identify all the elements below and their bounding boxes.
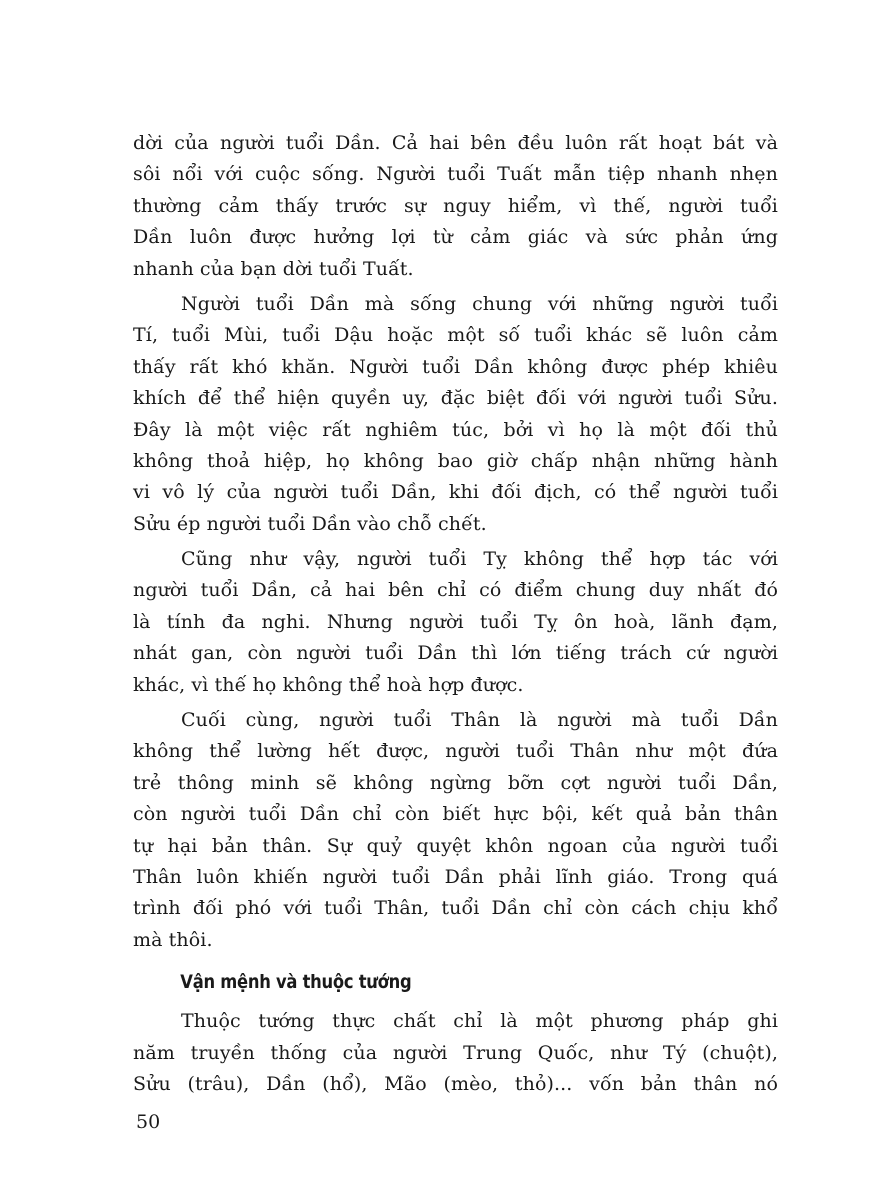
text-line: Cuối cùng, người tuổi Thân là người mà tuổi Dần xyxy=(181,709,778,732)
page-body xyxy=(133,128,778,1100)
paragraph-4 xyxy=(133,705,778,956)
text-line: tự hại bản thân. Sự quỷ quyệt khôn ngoan của người tuổi xyxy=(133,834,778,857)
text-line: vi vô lý của người tuổi Dần, khi đối địch, có thể người tuổi xyxy=(133,481,778,504)
text-line: Đây là một việc rất nghiêm túc, bởi vì họ là một đối thủ xyxy=(133,418,778,441)
text-line: trình đối phó với tuổi Thân, tuổi Dần chỉ còn cách chịu khổ xyxy=(133,897,778,920)
text-line: dời của người tuổi Dần. Cả hai bên đều luôn rất hoạt bát và xyxy=(133,132,778,154)
section-heading: Vận mệnh và thuộc tướng xyxy=(180,971,412,994)
paragraph-3 xyxy=(133,544,778,701)
text-line: còn người tuổi Dần chỉ còn biết hực bội, kết quả bản thân xyxy=(133,803,778,826)
text-line: năm truyền thống của người Trung Quốc, như Tý (chuột), xyxy=(133,1041,778,1064)
text-line: khích để thể hiện quyền uy, đặc biệt đối với người tuổi Sửu. xyxy=(133,387,778,410)
text-line: mà thôi. xyxy=(133,928,213,951)
text-line: Thuộc tướng thực chất chỉ là một phương pháp ghi xyxy=(181,1010,778,1033)
paragraph-2 xyxy=(133,289,778,540)
text-line: Người tuổi Dần mà sống chung với những người tuổi xyxy=(181,292,778,315)
text-line: Thân luôn khiến người tuổi Dần phải lĩnh giáo. Trong quá xyxy=(133,865,778,888)
text-line: người tuổi Dần, cả hai bên chỉ có điểm chung duy nhất đó xyxy=(133,579,778,602)
text-line: Cũng như vậy, người tuổi Tỵ không thể hợp tác với xyxy=(181,548,778,571)
text-line: sôi nổi với cuộc sống. Người tuổi Tuất mẫn tiệp nhanh nhẹn xyxy=(133,163,778,186)
text-line: không thoả hiệp, họ không bao giờ chấp nhận những hành xyxy=(133,449,778,472)
text-line: Dần luôn được hưởng lợi từ cảm giác và sức phản ứng xyxy=(133,226,778,249)
text-line: khác, vì thế họ không thể hoà hợp được. xyxy=(133,673,524,696)
page-number: 50 xyxy=(136,1111,161,1133)
text-line: thấy rất khó khăn. Người tuổi Dần không được phép khiêu xyxy=(133,355,778,378)
text-line: Tí, tuổi Mùi, tuổi Dậu hoặc một số tuổi khác sẽ luôn cảm xyxy=(133,324,778,347)
text-line: nhát gan, còn người tuổi Dần thì lớn tiếng trách cứ người xyxy=(133,642,778,665)
text-line: Sửu (trâu), Dần (hổ), Mão (mèo, thỏ)... vốn bản thân nó xyxy=(133,1072,778,1095)
text-line: là tính đa nghi. Nhưng người tuổi Tỵ ôn hoà, lãnh đạm, xyxy=(133,610,778,633)
text-line: Sửu ép người tuổi Dần vào chỗ chết. xyxy=(133,512,487,535)
text-line: nhanh của bạn dời tuổi Tuất. xyxy=(133,257,414,280)
paragraph-1 xyxy=(133,128,778,285)
text-line: trẻ thông minh sẽ không ngừng bỡn cợt người tuổi Dần, xyxy=(133,771,778,794)
text-line: không thể lường hết được, người tuổi Thân như một đứa xyxy=(133,740,778,763)
text-line: thường cảm thấy trước sự nguy hiểm, vì thế, người tuổi xyxy=(133,194,778,217)
paragraph-5 xyxy=(133,1006,778,1100)
